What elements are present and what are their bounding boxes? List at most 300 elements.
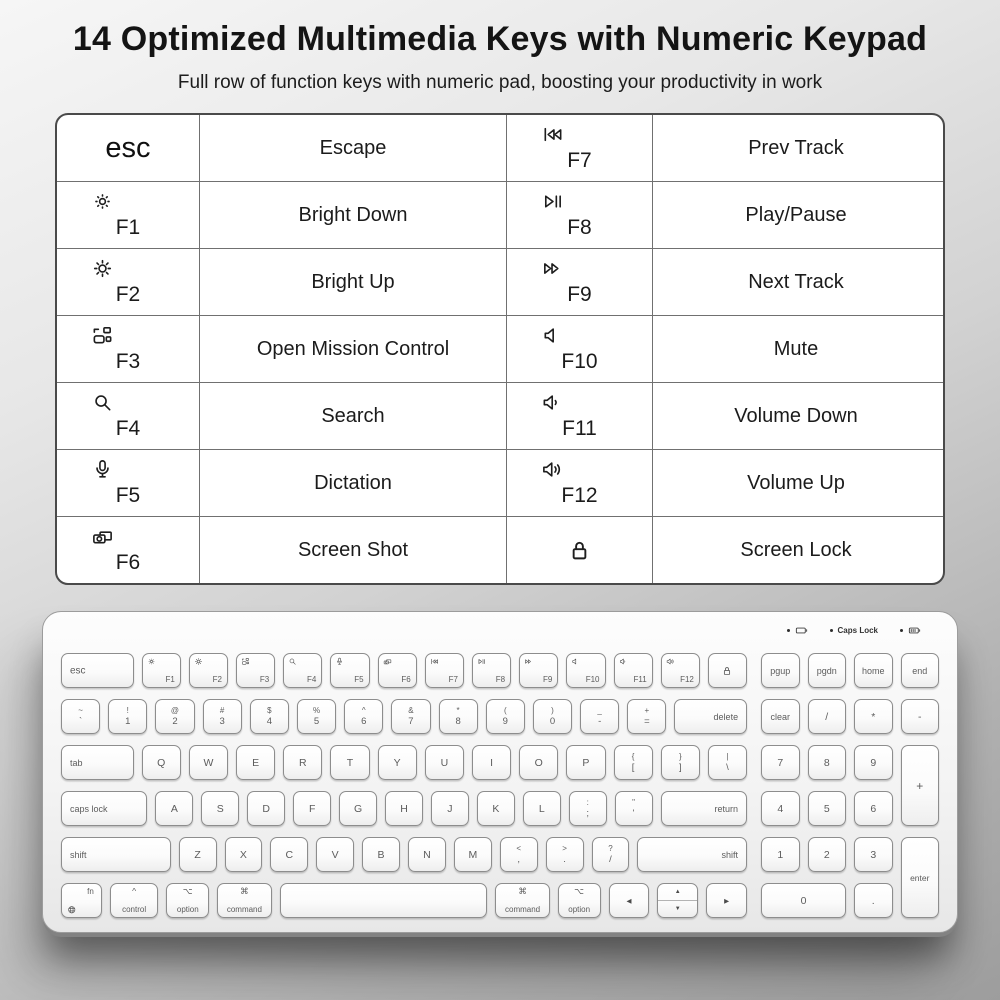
key-arrow-right <box>706 883 747 918</box>
key-label: F6 <box>401 675 411 684</box>
control-glyph: ^ <box>132 886 137 896</box>
key-label: 8 <box>823 756 830 769</box>
key-numpad-plus <box>901 745 940 826</box>
key-legend-bottom: 1 <box>125 715 131 727</box>
key-n <box>408 837 446 872</box>
fkey-label: F10 <box>561 350 598 373</box>
key-l <box>523 791 561 826</box>
key-label: 7 <box>777 756 784 769</box>
key-label: delete <box>713 711 739 722</box>
key-f9 <box>519 653 558 688</box>
key-digit-1 <box>108 699 147 734</box>
indicator-lights <box>787 624 921 637</box>
key-label: 6 <box>870 802 877 815</box>
key-d <box>247 791 285 826</box>
arrow-right-icon: ▶ <box>724 897 730 905</box>
key-m <box>454 837 492 872</box>
key-numpad-minus <box>901 699 940 734</box>
keyboard-row <box>61 653 747 688</box>
indicator-dot <box>787 629 790 632</box>
key-legend-top: ! <box>126 706 129 715</box>
key-b <box>362 837 400 872</box>
key-numpad-0 <box>761 883 846 918</box>
key-h <box>385 791 423 826</box>
key-legend-top: % <box>312 706 321 715</box>
key-o <box>519 745 558 780</box>
key-backslash <box>708 745 747 780</box>
table-row <box>57 181 943 248</box>
function-label: Escape <box>319 136 387 159</box>
key-f8 <box>472 653 511 688</box>
key-label: F11 <box>633 675 647 684</box>
key-label: A <box>170 802 178 815</box>
key-label: H <box>400 802 408 815</box>
key-legend-bottom: 5 <box>313 715 320 727</box>
key-label: F10 <box>585 675 600 684</box>
key-label: 3 <box>870 848 877 861</box>
key-return <box>661 791 747 826</box>
fkey-label: F11 <box>562 417 597 440</box>
key-label: F3 <box>259 675 270 684</box>
fkey-label: F9 <box>567 283 592 306</box>
key-g <box>339 791 377 826</box>
function-label: Search <box>321 404 385 427</box>
mute-icon <box>541 324 564 347</box>
key-cell-lock <box>506 517 652 583</box>
key-label: C <box>285 848 294 861</box>
key-label: return <box>714 803 738 814</box>
key-arrow-left <box>609 883 650 918</box>
function-cell <box>652 316 939 382</box>
key-label: B <box>377 848 385 861</box>
key-legend-bottom: . <box>563 853 566 865</box>
key-label: E <box>252 756 260 769</box>
key-cell-f12 <box>506 450 652 516</box>
volume-up-icon <box>666 657 675 666</box>
key-delete <box>674 699 747 734</box>
key-numpad-1 <box>761 837 800 872</box>
key-label: J <box>447 802 453 815</box>
function-cell <box>199 115 506 181</box>
key-legend-bottom: = <box>644 715 650 727</box>
option-left-glyph: ⌥ <box>182 886 193 896</box>
key-legend-top: @ <box>170 706 180 715</box>
lock-icon <box>721 665 733 677</box>
arrow-up-icon: ▲ <box>658 884 697 901</box>
globe-icon <box>67 905 77 915</box>
table-row <box>57 315 943 382</box>
play-pause-icon <box>541 190 564 213</box>
key-label: shift <box>721 849 738 860</box>
key-f4 <box>283 653 322 688</box>
key-pgdn <box>808 653 847 688</box>
key-legend-top: ? <box>608 844 613 853</box>
caps-lock-indicator <box>830 626 878 635</box>
key-fn <box>61 883 102 918</box>
key-digit-2 <box>155 699 194 734</box>
function-cell <box>652 115 939 181</box>
key-cell-f1 <box>57 182 199 248</box>
keyboard-row <box>61 745 747 780</box>
key-numpad-5 <box>808 791 847 826</box>
key-e <box>236 745 275 780</box>
key-j <box>431 791 469 826</box>
key-v <box>316 837 354 872</box>
function-label: Dictation <box>314 471 392 494</box>
prev-track-icon <box>430 657 439 666</box>
key-label: R <box>299 756 307 769</box>
dictation-icon <box>91 458 114 481</box>
key-label: clear <box>770 711 790 722</box>
key-numpad-9 <box>854 745 893 780</box>
key-label: * <box>871 710 876 723</box>
volume-down-icon <box>541 391 564 414</box>
page-subtitle: Full row of function keys with numeric pad, boosting your productivity in work <box>177 72 823 93</box>
key-legend-bottom: 3 <box>219 715 225 727</box>
key-label: X <box>239 848 247 861</box>
key-digit-5 <box>297 699 336 734</box>
key-label: Z <box>194 848 201 861</box>
key-legend-top: * <box>456 706 460 715</box>
key-cell-f6 <box>57 517 199 583</box>
battery-icon <box>795 624 808 637</box>
key-shift-left <box>61 837 171 872</box>
page-title: 14 Optimized Multimedia Keys with Numeric Keypad <box>72 20 928 58</box>
key-legend-top: # <box>219 706 225 715</box>
esc-key-label: esc <box>105 131 151 164</box>
brightness-up-icon <box>194 657 203 666</box>
function-cell <box>652 383 939 449</box>
keyboard-row <box>61 791 747 826</box>
key-f12 <box>661 653 700 688</box>
key-f6 <box>378 653 417 688</box>
key-slash <box>592 837 630 872</box>
table-row <box>57 382 943 449</box>
search-icon <box>91 391 114 414</box>
mission-control-icon <box>241 657 250 666</box>
charge-indicator <box>900 624 921 637</box>
key-label: enter <box>910 872 930 883</box>
key-label: 2 <box>823 848 830 861</box>
keyboard <box>42 611 958 933</box>
key-legend-top: $ <box>267 706 272 715</box>
key-command-right <box>495 883 549 918</box>
key-label: fn <box>87 887 94 896</box>
key-q <box>142 745 181 780</box>
key-numpad-clear <box>761 699 800 734</box>
fkey-label: F4 <box>115 417 141 440</box>
key-digit-9 <box>486 699 525 734</box>
function-label: Volume Down <box>734 404 858 427</box>
key-option-left <box>166 883 209 918</box>
key-label: F5 <box>354 675 364 684</box>
fkey-label: F3 <box>115 350 141 373</box>
key-label: esc <box>70 665 86 676</box>
key-k <box>477 791 515 826</box>
key-label: V <box>331 848 339 861</box>
function-key-table <box>55 113 945 585</box>
table-row <box>57 449 943 516</box>
volume-up-icon <box>541 458 564 481</box>
key-cell-f4 <box>57 383 199 449</box>
key-label: command <box>226 905 262 914</box>
key-label: Q <box>157 756 166 769</box>
key-y <box>378 745 417 780</box>
key-numpad-3 <box>854 837 893 872</box>
play-pause-icon <box>477 657 486 666</box>
key-label: shift <box>70 849 87 860</box>
function-cell <box>652 450 939 516</box>
keyboard-numpad <box>761 653 939 918</box>
fkey-label: F2 <box>115 283 141 306</box>
key-label: T <box>346 756 354 769</box>
key-legend-top: ^ <box>361 706 366 715</box>
key-label: F4 <box>307 675 317 684</box>
key-legend-bottom: 9 <box>502 715 508 727</box>
key-label: Y <box>393 756 401 769</box>
function-cell <box>199 182 506 248</box>
mute-icon <box>571 657 580 666</box>
brightness-down-icon <box>147 657 156 666</box>
brightness-up-icon <box>91 257 114 280</box>
volume-down-icon <box>619 657 628 666</box>
key-legend-top: { <box>631 752 635 761</box>
key-legend-top: : <box>586 798 589 807</box>
key-legend-bottom: 2 <box>172 715 178 727</box>
key-f2 <box>189 653 228 688</box>
command-right-glyph: ⌘ <box>518 886 527 896</box>
function-label: Screen Shot <box>297 538 409 561</box>
key-label: F1 <box>165 675 175 684</box>
key-label: pgdn <box>816 665 837 676</box>
key-digit-0 <box>533 699 572 734</box>
key-space <box>280 883 488 918</box>
key-numpad-dot <box>854 883 893 918</box>
key-bracket-right <box>661 745 700 780</box>
lock-icon <box>566 537 593 564</box>
key-legend-top: } <box>678 752 682 761</box>
key-legend-top: < <box>516 844 522 853</box>
key-label: option <box>176 905 199 914</box>
key-label: - <box>918 710 922 723</box>
keyboard-body <box>42 611 958 933</box>
key-legend-top: ) <box>551 706 554 715</box>
key-legend-bottom: 8 <box>455 715 461 727</box>
key-numpad-divide <box>808 699 847 734</box>
key-legend-bottom: ; <box>586 807 589 819</box>
function-label: Screen Lock <box>740 538 852 561</box>
key-label: N <box>423 848 431 861</box>
key-f3 <box>236 653 275 688</box>
indicator-dot <box>900 629 903 632</box>
key-legend-bottom: 6 <box>361 715 367 727</box>
key-legend-bottom: ' <box>632 807 635 819</box>
key-cell-f9 <box>506 249 652 315</box>
function-cell <box>652 182 939 248</box>
key-x <box>225 837 263 872</box>
key-f5 <box>330 653 369 688</box>
key-label: tab <box>70 757 83 768</box>
keyboard-row <box>61 837 747 872</box>
key-legend-bottom: 7 <box>408 715 414 727</box>
key-label: option <box>568 905 591 914</box>
screenshot-icon <box>91 525 114 548</box>
key-legend-bottom: , <box>517 853 520 865</box>
key-legend-bottom: ` <box>79 715 83 727</box>
battery-indicator <box>787 624 808 637</box>
function-cell <box>199 517 506 583</box>
key-f7 <box>425 653 464 688</box>
next-track-icon <box>541 257 564 280</box>
fkey-label: F8 <box>567 216 592 239</box>
key-p <box>566 745 605 780</box>
key-label: F7 <box>448 675 458 684</box>
keyboard-row <box>61 883 747 918</box>
key-control <box>110 883 159 918</box>
key-legend-top: + <box>644 706 650 715</box>
fkey-label: F1 <box>115 216 141 239</box>
key-f <box>293 791 331 826</box>
key-bracket-left <box>614 745 653 780</box>
key-label: O <box>534 756 543 769</box>
brightness-down-icon <box>91 190 114 213</box>
key-label: 9 <box>870 756 877 769</box>
key-numpad-6 <box>854 791 893 826</box>
function-cell <box>199 450 506 516</box>
function-label: Play/Pause <box>745 203 847 226</box>
battery-charging-icon <box>908 624 921 637</box>
key-i <box>472 745 511 780</box>
key-label: control <box>122 905 147 914</box>
key-label: D <box>262 802 271 815</box>
key-legend-bottom: 0 <box>549 715 556 727</box>
key-digit-7 <box>391 699 430 734</box>
key-cell-f3 <box>57 316 199 382</box>
next-track-icon <box>524 657 533 666</box>
keyboard-row <box>61 699 747 734</box>
key-semicolon <box>569 791 607 826</box>
key-end <box>901 653 940 688</box>
key-label: 0 <box>800 894 807 907</box>
header <box>0 0 1000 94</box>
key-digit-6 <box>344 699 383 734</box>
key-minus <box>580 699 619 734</box>
function-label: Bright Up <box>311 270 395 293</box>
key-cell-f5 <box>57 450 199 516</box>
key-cell-f8 <box>506 182 652 248</box>
key-digit-3 <box>203 699 242 734</box>
key-label: P <box>582 756 590 769</box>
indicator-label: Caps Lock <box>837 626 878 635</box>
key-legend-bottom: / <box>609 853 612 865</box>
keyboard-keys-area <box>61 653 939 918</box>
key-label: home <box>861 665 885 676</box>
keyboard-main-block <box>61 653 747 918</box>
key-w <box>189 745 228 780</box>
key-label: U <box>440 756 449 769</box>
key-legend-bottom: - <box>598 715 602 727</box>
key-shift-right <box>637 837 747 872</box>
key-caps-lock <box>61 791 147 826</box>
key-cell-f11 <box>506 383 652 449</box>
function-label: Prev Track <box>748 136 844 159</box>
key-cell-f10 <box>506 316 652 382</box>
key-t <box>330 745 369 780</box>
function-label: Mute <box>773 337 819 360</box>
key-equals <box>627 699 666 734</box>
key-legend-top: " <box>632 798 636 807</box>
key-label: / <box>825 710 829 723</box>
key-command-left <box>217 883 271 918</box>
key-label: command <box>505 905 541 914</box>
prev-track-icon <box>541 123 564 146</box>
key-label: end <box>912 665 928 676</box>
key-numpad-enter <box>901 837 940 918</box>
key-z <box>179 837 217 872</box>
key-legend-top: ~ <box>78 706 83 715</box>
key-quote <box>615 791 653 826</box>
indicator-dot <box>830 629 833 632</box>
function-cell <box>199 383 506 449</box>
function-cell <box>199 316 506 382</box>
key-label: 4 <box>777 802 784 815</box>
option-right-glyph: ⌥ <box>574 886 585 896</box>
key-label: 1 <box>777 848 784 861</box>
key-digit-8 <box>439 699 478 734</box>
key-label: S <box>216 802 224 815</box>
key-label: F8 <box>495 675 506 684</box>
key-label: W <box>203 756 214 769</box>
function-label: Volume Up <box>747 471 845 494</box>
key-legend-top: | <box>726 752 729 761</box>
key-label: L <box>538 802 545 815</box>
key-label: K <box>492 802 500 815</box>
key-lock <box>708 653 747 688</box>
function-label: Bright Down <box>298 203 408 226</box>
key-numpad-7 <box>761 745 800 780</box>
key-cell-f2 <box>57 249 199 315</box>
key-legend-bottom: [ <box>631 761 635 773</box>
key-label: F12 <box>680 675 694 684</box>
key-pgup <box>761 653 800 688</box>
key-cell-f7 <box>506 115 652 181</box>
key-label: I <box>490 756 493 769</box>
screenshot-icon <box>383 657 392 666</box>
fkey-label: F6 <box>115 551 141 574</box>
key-label: G <box>353 802 363 815</box>
key-comma <box>500 837 538 872</box>
function-label: Open Mission Control <box>256 337 450 360</box>
key-legend-top: > <box>562 844 567 853</box>
key-label: M <box>468 848 478 861</box>
key-backtick <box>61 699 100 734</box>
dictation-icon <box>335 657 344 666</box>
key-legend-top: _ <box>597 706 602 715</box>
key-f11 <box>614 653 653 688</box>
key-label: F2 <box>212 675 223 684</box>
table-row <box>57 115 943 181</box>
key-label: 5 <box>823 802 830 815</box>
key-label: F <box>308 802 316 815</box>
key-legend-bottom: 4 <box>266 715 272 727</box>
fkey-label: F5 <box>115 484 141 507</box>
key-numpad-multiply <box>854 699 893 734</box>
key-c <box>270 837 308 872</box>
key-label: caps lock <box>70 803 108 814</box>
key-option-right <box>558 883 601 918</box>
function-cell <box>652 517 939 583</box>
fkey-label: F7 <box>567 149 592 172</box>
